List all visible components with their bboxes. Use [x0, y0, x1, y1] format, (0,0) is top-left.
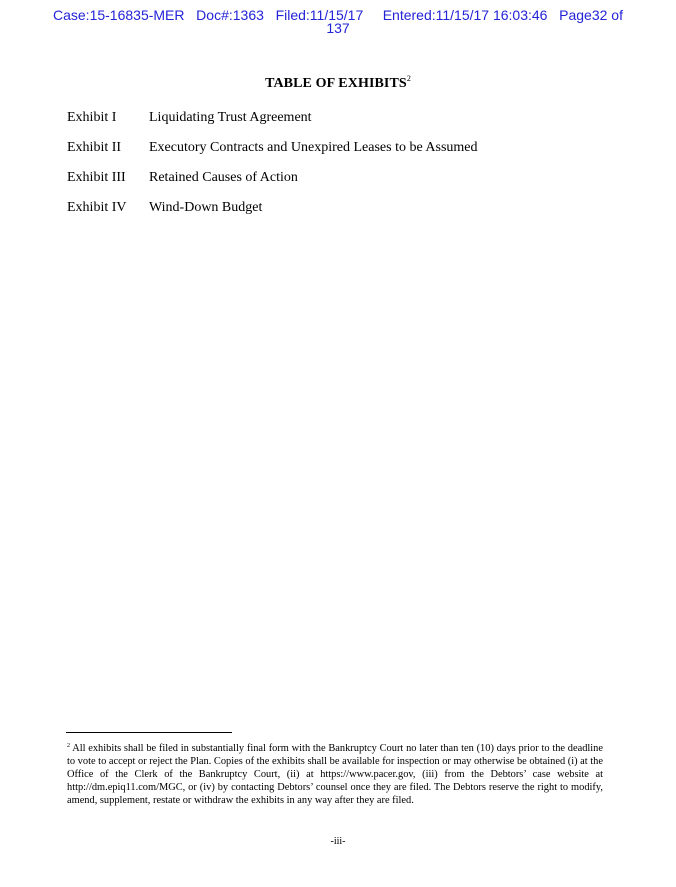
footnote-text: All exhibits shall be filed in substantially final form with the Bankruptcy Court no later than ten (10) days prior to the deadline to vote to accept or reject the Plan. Copies of the exhibits shall be available for inspection or may otherwise be obtained (i) at the Office of the Clerk of the Bankruptcy Court, (ii) at https://www.pacer.gov, (iii) from the Debtors’ case website at http://dm.epiq11.com/MGC, or (iv) by contacting Debtors’ counsel once they are filed. The Debtors reserve the right to modify, amend, supplement, restate or withdraw the exhibits in any way after they are filed. — [67, 743, 603, 806]
exhibit-number: Exhibit IV — [67, 200, 127, 215]
page-title-text: TABLE OF EXHIBITS — [265, 76, 407, 91]
page-title — [0, 74, 676, 92]
ecf-header-line-2: 137 — [326, 20, 350, 36]
exhibit-row-4 — [67, 193, 627, 223]
exhibit-title: Retained Causes of Action — [149, 170, 298, 185]
exhibit-number: Exhibit III — [67, 170, 126, 185]
exhibit-row-3 — [67, 163, 627, 193]
exhibit-title: Wind-Down Budget — [149, 200, 263, 215]
exhibit-list — [67, 103, 627, 223]
ecf-filing-header — [0, 9, 676, 35]
exhibit-row-1 — [67, 103, 627, 133]
exhibit-title: Executory Contracts and Unexpired Leases to be Assumed — [149, 140, 478, 155]
exhibit-title: Liquidating Trust Agreement — [149, 110, 312, 125]
ecf-header-line-1: Case:15-16835-MER Doc#:1363 Filed:11/15/17 Entered:11/15/17 16:03:46 Page32 of — [53, 7, 623, 23]
footnote-marker: 2 — [67, 743, 70, 749]
page-number: -iii- — [330, 836, 346, 847]
footnote-divider — [66, 732, 232, 733]
footnote — [67, 740, 603, 807]
footnote-reference: 2 — [406, 74, 411, 83]
exhibit-number: Exhibit II — [67, 140, 122, 155]
exhibit-row-2 — [67, 133, 627, 163]
exhibit-number: Exhibit I — [67, 110, 117, 125]
